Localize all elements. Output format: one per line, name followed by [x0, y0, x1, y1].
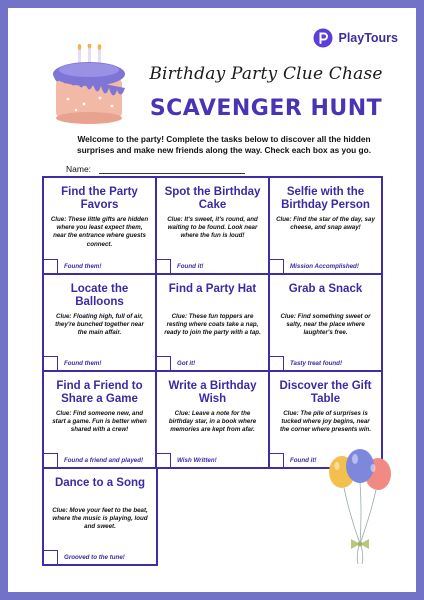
name-field[interactable] — [99, 163, 245, 174]
task-checkbox[interactable] — [44, 259, 58, 273]
task-status: Tasty treat found! — [290, 360, 343, 367]
task-clue: Clue: Move your feet to the beat, where the music is playing, loud and sweet. — [52, 507, 148, 531]
task-status: Got it! — [177, 360, 196, 367]
birthday-cake-illustration — [48, 44, 130, 126]
brand — [313, 28, 398, 48]
task-title: Find a Party Hat — [168, 283, 257, 295]
task-checkbox[interactable] — [157, 259, 171, 273]
task-checkbox[interactable] — [157, 356, 171, 370]
name-row — [66, 163, 245, 174]
task-checkbox[interactable] — [44, 356, 58, 370]
task-title: Selfie with the Birthday Person — [281, 186, 370, 211]
task-checkbox[interactable] — [270, 356, 284, 370]
task-status: Found it! — [290, 457, 317, 464]
task-status: Wish Written! — [177, 457, 217, 464]
balloons-illustration — [320, 446, 400, 566]
playtours-logo-icon — [313, 28, 333, 48]
task-clue: Clue: These fun toppers are resting where coats take a nap, ready to join the party with a tap. — [164, 313, 261, 337]
task-title: Find the Party Favors — [61, 186, 138, 211]
task-title: Discover the Gift Table — [279, 380, 372, 405]
task-status: Found a friend and played! — [64, 457, 144, 464]
task-status: Found them! — [64, 360, 102, 367]
task-title: Dance to a Song — [54, 477, 146, 489]
task-cell — [270, 275, 383, 372]
task-cell — [44, 469, 158, 566]
task-cell — [157, 178, 270, 275]
task-title: Spot the Birthday Cake — [164, 186, 261, 211]
task-title: Find a Friend to Share a Game — [56, 380, 143, 405]
task-clue: Clue: Find the star of the day, say cheese, and snap away! — [276, 216, 375, 232]
task-status: Found it! — [177, 263, 204, 270]
name-label: Name: — [66, 164, 92, 174]
task-clue: Clue: Leave a note for the birthday star, in a book where memories are kept from afar. — [168, 410, 257, 434]
task-status: Grooved to the tune! — [64, 554, 125, 561]
task-cell — [44, 275, 157, 372]
task-cell — [44, 178, 157, 275]
task-title: Grab a Snack — [288, 283, 363, 295]
task-clue: Clue: Find something sweet or salty, near the place where laughter's free. — [280, 313, 371, 337]
task-cell — [157, 275, 270, 372]
task-checkbox[interactable] — [270, 259, 284, 273]
task-row — [42, 275, 383, 372]
task-status: Mission Accomplished! — [290, 263, 359, 270]
task-cell — [157, 372, 270, 469]
intro-text: Welcome to the party! Complete the tasks below to discover all the hidden surprises and make new friends along the way. Check each box as you go. — [76, 134, 372, 155]
task-checkbox[interactable] — [157, 453, 171, 467]
subtitle: Birthday Party Clue Chase — [149, 64, 383, 84]
task-title: Write a Birthday Wish — [168, 380, 257, 405]
task-clue: Clue: Floating high, full of air, they're bunched together near the main affair. — [55, 313, 144, 337]
task-checkbox[interactable] — [44, 453, 58, 467]
task-cell — [44, 372, 157, 469]
task-cell — [270, 178, 383, 275]
task-checkbox[interactable] — [44, 550, 58, 564]
task-clue: Clue: Find someone new, and start a game. Fun is better when shared with a crew! — [52, 410, 147, 434]
task-row — [42, 176, 383, 275]
scavenger-hunt-sheet — [8, 8, 416, 592]
page-title: SCAVENGER HUNT — [149, 96, 383, 121]
task-status: Found them! — [64, 263, 102, 270]
task-clue: Clue: It's sweet, it's round, and waiting to be found. Look near where the fun is loud! — [167, 216, 258, 240]
task-clue: Clue: The pile of surprises is tucked where joy begins, near the corner where presents win. — [279, 410, 372, 434]
task-title: Locate the Balloons — [70, 283, 129, 308]
task-clue: Clue: These little gifts are hidden where you least expect them, near the entrance where guests connect. — [50, 216, 149, 248]
brand-name: PlayTours — [338, 31, 398, 45]
task-checkbox[interactable] — [270, 453, 284, 467]
